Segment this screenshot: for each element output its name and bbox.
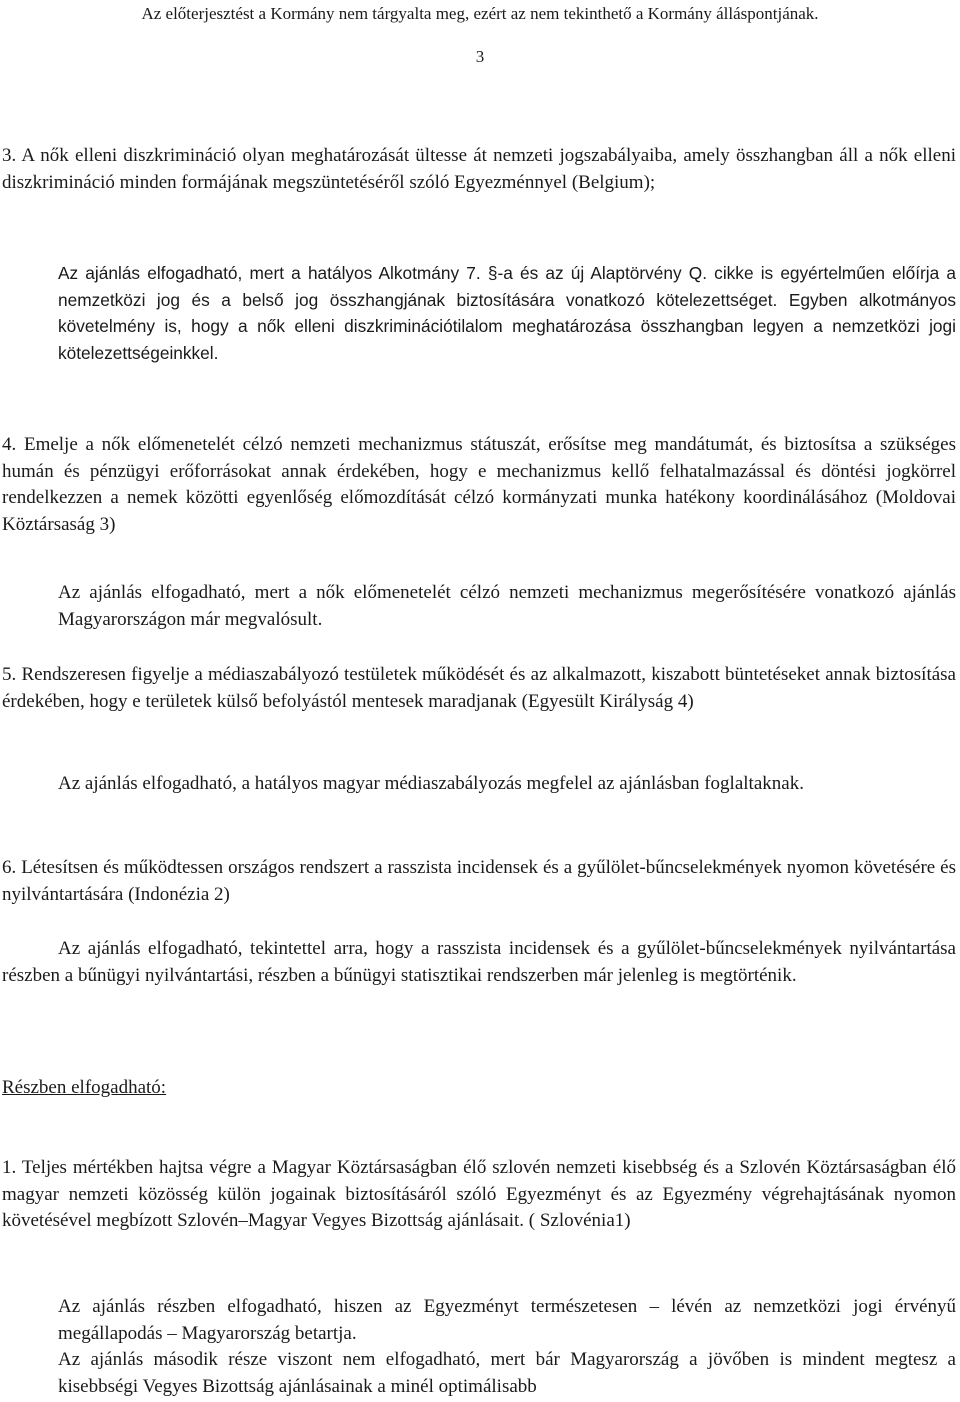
response-6-text: Az ajánlás elfogadható, tekintettel arra, hogy a rasszista incidensek és a gyűlölet-bűncselekmények nyilvántartása részben a bűnügyi nyilvántartási, részben a bűnügyi statisztikai rendszerben már jelenleg is megtörténik.: [2, 938, 956, 986]
response-4: Az ajánlás elfogadható, mert a nők előmenetelét célzó nemzeti mechanizmus megerősítésére vonatkozó ajánlás Magyarországon már megvalósult.: [58, 582, 956, 630]
response-3: Az ajánlás elfogadható, mert a hatályos Alkotmány 7. §-a és az új Alaptörvény Q. cikke is egyértelműen előírja a nemzetközi jog és a belső jog összhangjának biztosítására vonatkozó kötelezettséget. Egyben alkotmányos követelmény is, hogy a nők elleni diszkriminációtilalom meghatározása összhangban legyen a nemzetközi jogi kötelezettségeinkkel.: [58, 263, 956, 363]
recommendation-6: 6. Létesítsen és működtessen országos rendszert a rasszista incidensek és a gyűlölet-bűncselekmények nyomon követésére és nyilvántartására (Indonézia 2): [2, 857, 956, 905]
response-partial-1b: Az ajánlás második része viszont nem elfogadható, mert bár Magyarország a jövőben is mindent megtesz a kisebbségi Vegyes Bizottság ajánlásainak a minél optimálisabb: [58, 1349, 956, 1397]
response-6: [2, 936, 956, 989]
recommendation-4: 4. Emelje a nők előmenetelét célzó nemzeti mechanizmus státuszát, erősítse meg mandátumát, és biztosítsa a szükséges humán és pénzügyi erőforrásokat annak érdekében, hogy e mechanizmus kellő felhatalmazással és döntési jogkörrel rendelkezzen a nemek közötti egyenlőség előmozdítását célzó kormányzati munka hatékony koordinálásához (Moldovai Köztársaság 3): [2, 434, 956, 535]
response-5: Az ajánlás elfogadható, a hatályos magyar médiaszabályozás megfelel az ajánlásban foglaltaknak.: [58, 773, 804, 794]
page-number: 3: [475, 47, 485, 66]
recommendation-5: 5. Rendszeresen figyelje a médiaszabályozó testületek működését és az alkalmazott, kiszabott büntetéseket annak biztosítása érdekében, hogy e területek külső befolyástól mentesek maradjanak (Egyesült Királyság 4): [2, 664, 956, 712]
header-notice: Az előterjesztést a Kormány nem tárgyalta meg, ezért az nem tekinthető a Kormány álláspontjának.: [141, 4, 819, 23]
recommendation-partial-1: 1. Teljes mértékben hajtsa végre a Magyar Köztársaságban élő szlovén nemzeti kisebbség és a Szlovén Köztársaságban élő magyar nemzeti közösség külön jogainak biztosításáról szóló Egyezményt és az Egyezmény végrehajtásának nyomon követésével megbízott Szlovén–Magyar Vegyes Bizottság ajánlásait. ( Szlovénia1): [2, 1157, 956, 1231]
response-partial-1a: Az ajánlás részben elfogadható, hiszen az Egyezményt természetesen – lévén az nemzetközi jogi érvényű megállapodás – Magyarország betartja.: [58, 1296, 956, 1344]
section-heading-partial: Részben elfogadható:: [2, 1077, 167, 1098]
recommendation-3: 3. A nők elleni diszkrimináció olyan meghatározását ültesse át nemzeti jogszabályaiba, amely összhangban áll a nők elleni diszkrimináció minden formájának megszüntetéséről szóló Egyezménnyel (Belgium);: [2, 145, 956, 193]
